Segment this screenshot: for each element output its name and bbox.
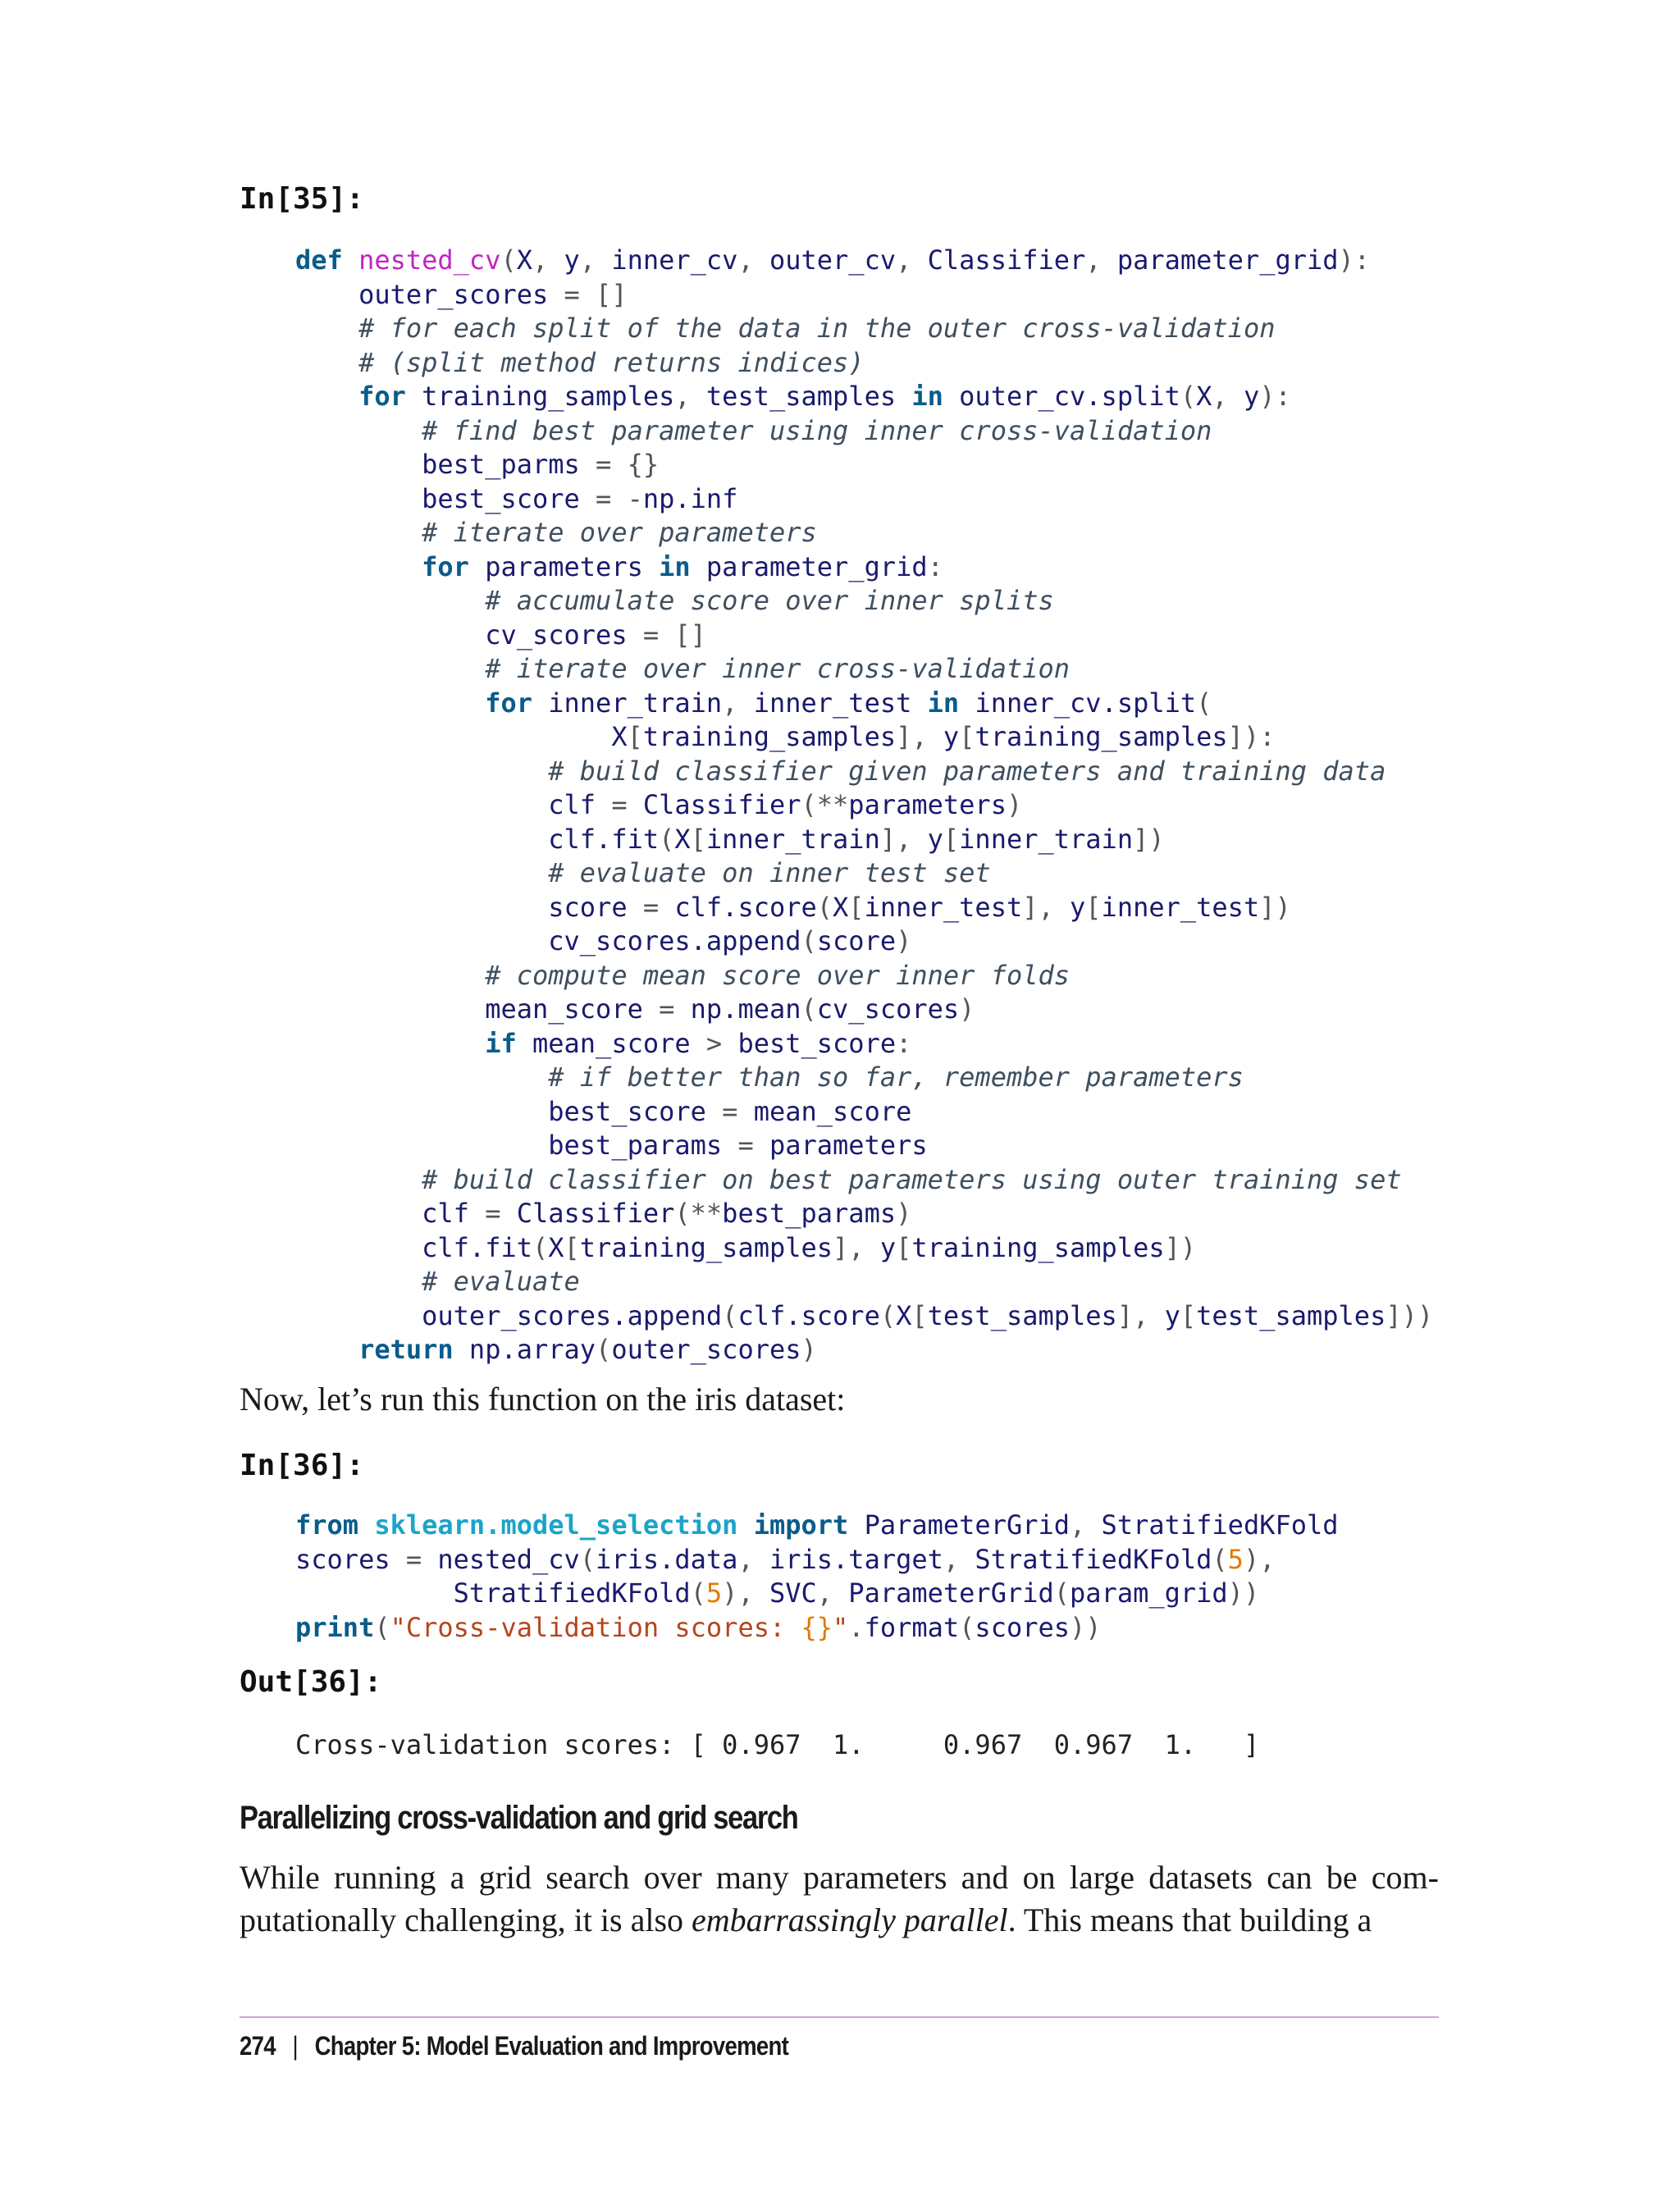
code-line: clf = Classifier(**parameters) [548,789,1023,820]
code-line: best_params = parameters [548,1130,928,1161]
chapter-title: Chapter 5: Model Evaluation and Improvement [314,2031,789,2061]
code-block-in35 [295,244,1433,1367]
code-line: best_score = mean_score [548,1095,912,1127]
code-line: StratifiedKFold(5), SVC, ParameterGrid(param_grid)) [453,1577,1260,1609]
code-block-in36 [295,1509,1339,1645]
code-line: # build classifier given parameters and training data [548,755,1386,787]
code-line: clf = Classifier(**best_params) [422,1198,912,1229]
code-line: best_score = -np.inf [422,482,738,514]
code-line: for parameters in parameter_grid: [422,550,943,582]
footer-separator: | [292,2031,298,2061]
code-line: outer_scores.append(clf.score(X[test_samples], y[test_samples])) [422,1299,1434,1331]
code-line: for inner_train, inner_test in inner_cv.split( [485,687,1212,719]
code-line: scores = nested_cv(iris.data, iris.target, StratifiedKFold(5), [295,1543,1276,1575]
page-number: 274 [240,2031,276,2061]
paragraph-parallel [240,1856,1439,1942]
code-line: # iterate over parameters [422,517,817,548]
code-line: for training_samples, test_samples in outer_cv.split(X, y): [358,381,1291,412]
cell-prompt-in35: In[35]: [240,182,364,216]
code-line: def nested_cv(X, y, inner_cv, outer_cv, Classifier, parameter_grid): [295,244,1371,276]
cell-prompt-out36: Out[36]: [240,1665,382,1699]
code-line: best_parms = {} [422,449,660,480]
code-line: # if better than so far, remember parameters [548,1061,1244,1093]
code-line: cv_scores.append(score) [548,925,912,956]
code-line: # compute mean score over inner folds [485,959,1071,991]
code-line: from sklearn.model_selection import ParameterGrid, StratifiedKFold [295,1509,1339,1541]
paragraph-emphasis: embarrassingly parallel [692,1901,1008,1938]
page-footer [240,2029,788,2062]
output-block-out36: Cross-validation scores: [ 0.967 1. 0.967 0.967 1. ] [295,1729,1260,1760]
code-line: print("Cross-validation scores: {}".format(scores)) [295,1611,1102,1643]
code-line: # (split method returns indices) [358,346,865,378]
code-line: score = clf.score(X[inner_test], y[inner_test]) [548,891,1291,923]
code-line: # for each split of the data in the outer cross-validation [358,313,1276,344]
paragraph-text-after: . This means that building a [1007,1901,1372,1938]
cell-prompt-in36: In[36]: [240,1449,364,1482]
code-line: return np.array(outer_scores) [358,1334,817,1365]
code-line: if mean_score > best_score: [485,1027,912,1059]
code-line: # iterate over inner cross-validation [485,653,1071,684]
code-line: clf.fit(X[inner_train], y[inner_train]) [548,823,1165,855]
code-line: cv_scores = [] [485,619,706,651]
code-line: mean_score = np.mean(cv_scores) [485,993,975,1025]
paragraph-intro: Now, let’s run this function on the iris dataset: [240,1381,846,1418]
paragraph-text-before: While running a grid search over many parameters and on large datasets can be computationally challenging, it is also [240,1859,1439,1938]
code-line: # evaluate [422,1266,580,1297]
code-line: # accumulate score over inner splits [485,585,1054,616]
code-line: outer_scores = [] [358,278,628,310]
code-line: X[training_samples], y[training_samples]): [611,721,1276,752]
code-line: # build classifier on best parameters using outer training set [422,1163,1402,1195]
code-line: # evaluate on inner test set [548,857,991,888]
section-heading: Parallelizing cross-validation and grid search [240,1800,798,1836]
code-line: clf.fit(X[training_samples], y[training_samples]) [422,1231,1197,1263]
footer-rule [240,2016,1439,2018]
code-line: # find best parameter using inner cross-validation [422,414,1212,446]
